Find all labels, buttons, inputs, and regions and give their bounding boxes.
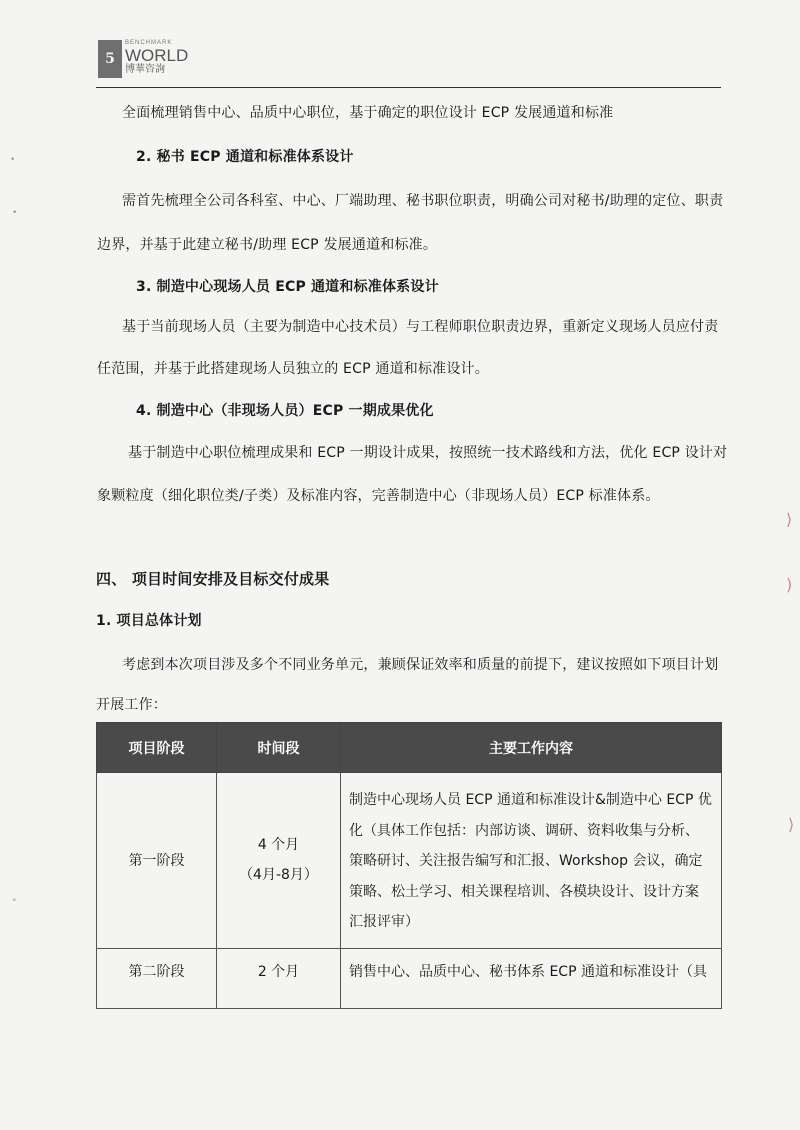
paragraph-2-line-1: 需首先梳理全公司各科室、中心、厂端助理、秘书职位职责，明确公司对秘书/助理的定位、职责 [122,193,724,209]
red-stamp-edge: ⟩ [786,510,793,529]
logo-chinese-text: 博華咨詢 [125,64,165,75]
header-divider [96,87,721,88]
paragraph-4-line-2: 象颗粒度（细化职位类/子类）及标准内容，完善制造中心（非现场人员）ECP 标准体系。 [97,488,660,504]
heading-4: 4. 制造中心（非现场人员）ECP 一期成果优化 [136,403,434,419]
scan-speck: ° [12,898,17,908]
content-cell [341,773,722,949]
section-4-title: 四、 项目时间安排及目标交付成果 [96,570,330,588]
column-header-duration: 时间段 [217,723,341,773]
content-line: 销售中心、品质中心、秘书体系 ECP 通道和标准设计（具 [349,963,707,980]
paragraph-1: 全面梳理销售中心、品质中心职位，基于确定的职位设计 ECP 发展通道和标准 [122,105,614,121]
content-line: 汇报评审） [349,914,419,930]
scan-speck: • [10,155,16,165]
logo-small-text: BENCHMARK [125,40,173,46]
content-line: 制造中心现场人员 ECP 通道和标准设计&制造中心 ECP 优 [349,792,712,808]
phase-cell: 第二阶段 [97,948,217,1008]
project-plan-table [96,722,722,1009]
content-cell [341,948,722,1008]
content-line: 化（具体工作包括：内部访谈、调研、资料收集与分析、 [349,822,699,839]
column-header-phase: 项目阶段 [97,723,217,773]
paragraph-2-line-2: 边界，并基于此建立秘书/助理 ECP 发展通道和标准。 [97,237,438,253]
phase-cell: 第一阶段 [97,773,217,949]
paragraph-3-line-1: 基于当前现场人员（主要为制造中心技术员）与工程师职位职责边界，重新定义现场人员应付责 [122,319,719,335]
scan-speck: • [12,208,18,218]
paragraph-3-line-2: 任范围，并基于此搭建现场人员独立的 ECP 通道和标准设计。 [97,361,489,377]
duration-cell [217,773,341,949]
paragraph-5-line-2: 开展工作： [96,697,167,713]
duration-value: 4 个月 [257,837,300,854]
table-row [97,773,722,949]
heading-2: 2. 秘书 ECP 通道和标准体系设计 [136,149,354,165]
logo-world-text: WORLD [125,46,189,65]
heading-3: 3. 制造中心现场人员 ECP 通道和标准体系设计 [136,279,439,295]
paragraph-4-line-1: 基于制造中心职位梳理成果和 ECP 一期设计成果，按照统一技术路线和方法，优化 ECP 设计对 [128,445,728,461]
content-line: 策略研讨、关注报告编写和汇报、Workshop 会议，确定 [349,853,703,869]
company-logo [98,40,188,78]
duration-cell: 2 个月 [217,948,341,1008]
red-stamp-edge: ) [786,575,793,594]
red-stamp-edge: ⟩ [788,815,795,834]
logo-mark-icon: 5 [98,40,122,78]
content-line: 策略、松土学习、相关课程培训、各模块设计、设计方案 [349,883,699,900]
table-row [97,948,722,1008]
table-header-row [97,723,722,773]
column-header-content: 主要工作内容 [341,723,722,773]
subsection-1-title: 1. 项目总体计划 [96,613,202,629]
duration-period: （4月-8月） [239,867,318,884]
paragraph-5-line-1: 考虑到本次项目涉及多个不同业务单元，兼顾保证效率和质量的前提下，建议按照如下项目计划 [122,657,719,673]
